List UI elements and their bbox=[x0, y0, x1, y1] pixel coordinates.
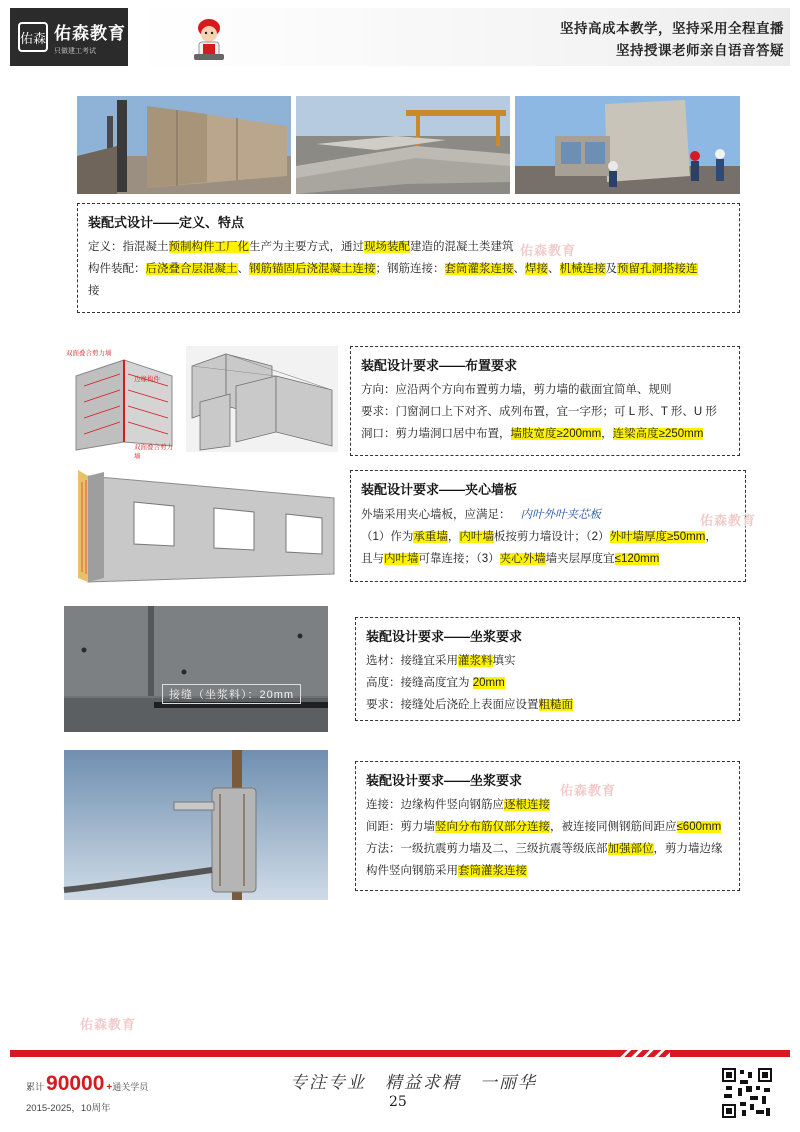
connection-line: 连接：边缘构件竖向钢筋应逐根连接 bbox=[366, 799, 550, 811]
photo-precast-slabs bbox=[296, 96, 510, 194]
grout-height-line: 高度：接缝高度宜为 20mm bbox=[366, 677, 505, 689]
photo-wall-installation bbox=[515, 96, 740, 194]
anniversary-text: 2015-2025，10周年 bbox=[26, 1103, 111, 1114]
page-number: 25 bbox=[389, 1094, 407, 1110]
assembly-line: 构件装配：后浇叠合层混凝土、钢筋锚固后浇混凝土连接；钢筋连接：套筒灌浆连接、焊接、机械连接及预留孔洞搭接连 bbox=[88, 263, 698, 275]
joint-label: 接缝（坐浆料）：20mm bbox=[162, 684, 301, 704]
section-title: 装配设计要求——布置要求 bbox=[361, 358, 518, 373]
section-grout-box bbox=[355, 617, 740, 721]
footer-bar bbox=[10, 1050, 790, 1057]
diagram-label: 双面叠合剪力墙 bbox=[66, 350, 112, 357]
requirement-line: 要求：门窗洞口上下对齐、成列布置，宜一字形；可 L 形、T 形、U 形 bbox=[361, 406, 717, 418]
photo-precast-wall-site bbox=[77, 96, 291, 194]
watermark: 佑森教育 bbox=[80, 1017, 137, 1032]
section-definition-box bbox=[77, 203, 740, 313]
definition-line: 定义：指混凝土预制构件工厂化生产为主要方式，通过现场装配建造的混凝土类建筑 bbox=[88, 241, 514, 253]
watermark: 佑森教育 bbox=[560, 783, 617, 798]
handwritten-signature: 专注专业 精益求精 一丽华 bbox=[290, 1073, 537, 1093]
count-suffix: 通关学员 bbox=[112, 1082, 149, 1092]
grout-material-line: 选材：接缝宜采用灌浆料填实 bbox=[366, 655, 516, 667]
grout-surface-line: 要求：接缝处后浇砼上表面应设置粗糙面 bbox=[366, 699, 573, 711]
assembly-line-cont: 接 bbox=[88, 285, 100, 297]
page-header bbox=[10, 8, 790, 66]
count-plus: + bbox=[106, 1082, 113, 1093]
section-title: 装配式设计——定义、特点 bbox=[88, 215, 245, 230]
opening-line: 洞口：剪力墙洞口居中布置，墙肢宽度≥200mm，连梁高度≥250mm bbox=[361, 428, 704, 440]
sandwich-rule-line-1: （1）作为承重墙，内叶墙板按剪力墙设计；（2）外叶墙厚度≥50mm， bbox=[361, 531, 717, 543]
section-title: 装配设计要求——夹心墙板 bbox=[361, 482, 518, 497]
student-count: 90000 bbox=[46, 1072, 105, 1095]
mascot-icon bbox=[188, 14, 230, 64]
diagram-sandwich-wall-panel bbox=[64, 462, 346, 586]
photo-grout-joint bbox=[64, 606, 328, 732]
logo-tagline: 只做建工考试 bbox=[54, 47, 96, 55]
section-title: 装配设计要求——坐浆要求 bbox=[366, 629, 523, 644]
section-layout-box bbox=[350, 346, 740, 456]
spacing-line: 间距：剪力墙竖向分布筋仅部分连接，被连接同侧钢筋间距应≤600mm bbox=[366, 821, 722, 833]
photo-sleeve-grout-connection bbox=[64, 750, 328, 900]
diagram-label: 边缘构件 bbox=[134, 376, 160, 383]
header-slogan-1: 坚持高成本教学，坚持采用全程直播 bbox=[560, 21, 784, 36]
diagram-wall-layout-3d bbox=[186, 346, 338, 452]
direction-line: 方向：应沿两个方向布置剪力墙，剪力墙的截面宜简单、规则 bbox=[361, 384, 672, 396]
handwritten-note: 内叶外叶夹芯板 bbox=[520, 507, 601, 521]
section-sandwich-wall-box bbox=[350, 470, 746, 582]
watermark: 佑森教育 bbox=[520, 243, 577, 258]
watermark: 佑森教育 bbox=[700, 513, 757, 528]
brand-logo bbox=[10, 8, 128, 66]
method-line-cont: 构件竖向钢筋采用套筒灌浆连接 bbox=[366, 865, 527, 877]
count-prefix: 累计 bbox=[26, 1082, 45, 1092]
sandwich-intro-line: 外墙采用夹心墙板，应满足： 内叶外叶夹芯板 bbox=[361, 507, 601, 521]
logo-name: 佑森教育 bbox=[54, 23, 126, 43]
qr-code-icon bbox=[722, 1068, 772, 1118]
diagram-shear-wall-corner bbox=[64, 346, 178, 460]
section-title: 装配设计要求——坐浆要求 bbox=[366, 773, 523, 788]
footer-stats bbox=[26, 1072, 148, 1114]
method-line: 方法：一级抗震剪力墙及二、三级抗震等级底部加强部位，剪力墙边缘 bbox=[366, 843, 723, 855]
section-connection-box bbox=[355, 761, 740, 891]
sandwich-rule-line-2: 且与内叶墙可靠连接；（3）夹心外墙墙夹层厚度宜≤120mm bbox=[361, 553, 660, 565]
header-slogan-2: 坚持授课老师亲自语音答疑 bbox=[616, 43, 784, 58]
diagram-label: 双面叠合剪力墙 bbox=[134, 444, 173, 460]
logo-seal-icon: 佑森 bbox=[18, 22, 48, 52]
